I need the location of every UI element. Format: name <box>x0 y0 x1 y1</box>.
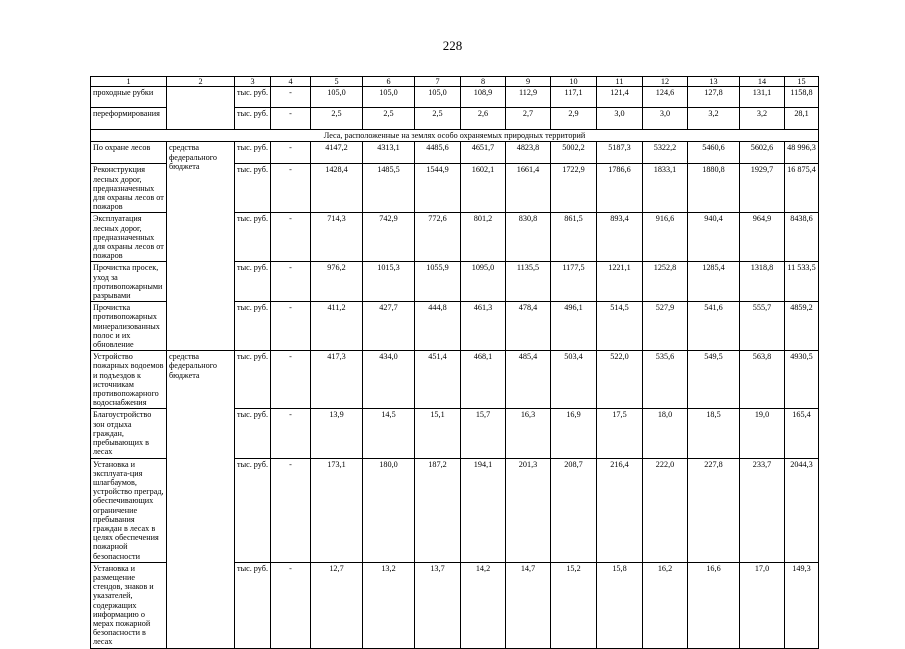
budget-table <box>90 76 819 649</box>
value-cell: 830,8 <box>506 213 551 262</box>
value-cell: 549,5 <box>688 351 740 409</box>
value-cell: 1252,8 <box>643 262 688 302</box>
value-cell: 4823,8 <box>506 142 551 164</box>
table-row <box>91 351 819 409</box>
row-name: Установка и размещение стендов, знаков и указателей, содержащих информацию о мерах пожарной безопасности в лесах <box>91 562 167 648</box>
row-dash: - <box>271 262 311 302</box>
value-cell: 15,7 <box>461 409 506 458</box>
header-cell: 1 <box>91 77 167 87</box>
value-cell: 742,9 <box>363 213 415 262</box>
value-cell: 48 996,3 <box>785 142 819 164</box>
value-cell: 1015,3 <box>363 262 415 302</box>
value-cell: 1318,8 <box>740 262 785 302</box>
row-unit: тыс. руб. <box>235 262 271 302</box>
section-row <box>91 130 819 142</box>
row-name: Установка и эксплуата-ция шлагбаумов, устройство преград, обеспечивающих ограничение пребывания граждан в лесах в целях обеспечения пожарной безопасности <box>91 458 167 562</box>
value-cell: 2,5 <box>363 108 415 130</box>
value-cell: 3,2 <box>740 108 785 130</box>
row-dash: - <box>271 213 311 262</box>
value-cell: 893,4 <box>597 213 643 262</box>
value-cell: 105,0 <box>415 87 461 108</box>
value-cell: 555,7 <box>740 302 785 351</box>
header-cell: 12 <box>643 77 688 87</box>
value-cell: 222,0 <box>643 458 688 562</box>
table-row <box>91 87 819 108</box>
value-cell: 127,8 <box>688 87 740 108</box>
row-dash: - <box>271 142 311 164</box>
row-dash: - <box>271 409 311 458</box>
value-cell: 976,2 <box>311 262 363 302</box>
value-cell: 201,3 <box>506 458 551 562</box>
header-cell: 5 <box>311 77 363 87</box>
row-name: Благоустройство зон отдыха граждан, пребывающих в лесах <box>91 409 167 458</box>
row-dash: - <box>271 351 311 409</box>
table-body <box>91 77 819 649</box>
value-cell: 16,6 <box>688 562 740 648</box>
value-cell: 18,5 <box>688 409 740 458</box>
value-cell: 5002,2 <box>551 142 597 164</box>
value-cell: 4313,1 <box>363 142 415 164</box>
value-cell: 3,0 <box>597 108 643 130</box>
value-cell: 131,1 <box>740 87 785 108</box>
value-cell: 124,6 <box>643 87 688 108</box>
value-cell: 1485,5 <box>363 164 415 213</box>
row-name: проходные рубки <box>91 87 167 108</box>
value-cell: 2044,3 <box>785 458 819 562</box>
row-unit: тыс. руб. <box>235 108 271 130</box>
value-cell: 149,3 <box>785 562 819 648</box>
value-cell: 444,8 <box>415 302 461 351</box>
value-cell: 194,1 <box>461 458 506 562</box>
value-cell: 13,2 <box>363 562 415 648</box>
value-cell: 5322,2 <box>643 142 688 164</box>
value-cell: 112,9 <box>506 87 551 108</box>
section-title: Леса, расположенные на землях особо охраняемых природных территорий <box>91 130 819 142</box>
row-name: Эксплуатация лесных дорог, предназначенных для охраны лесов от пожаров <box>91 213 167 262</box>
value-cell: 16,3 <box>506 409 551 458</box>
value-cell: 417,3 <box>311 351 363 409</box>
value-cell: 13,9 <box>311 409 363 458</box>
value-cell: 216,4 <box>597 458 643 562</box>
value-cell: 485,4 <box>506 351 551 409</box>
row-dash: - <box>271 302 311 351</box>
row-unit: тыс. руб. <box>235 213 271 262</box>
value-cell: 964,9 <box>740 213 785 262</box>
value-cell: 2,9 <box>551 108 597 130</box>
value-cell: 496,1 <box>551 302 597 351</box>
value-cell: 541,6 <box>688 302 740 351</box>
value-cell: 19,0 <box>740 409 785 458</box>
value-cell: 503,4 <box>551 351 597 409</box>
value-cell: 28,1 <box>785 108 819 130</box>
value-cell: 527,9 <box>643 302 688 351</box>
value-cell: 17,5 <box>597 409 643 458</box>
value-cell: 514,5 <box>597 302 643 351</box>
value-cell: 411,2 <box>311 302 363 351</box>
value-cell: 117,1 <box>551 87 597 108</box>
row-unit: тыс. руб. <box>235 409 271 458</box>
row-dash: - <box>271 87 311 108</box>
page-number: 228 <box>442 38 463 53</box>
value-cell: 4147,2 <box>311 142 363 164</box>
value-cell: 3,2 <box>688 108 740 130</box>
value-cell: 16 875,4 <box>785 164 819 213</box>
row-name: Прочистка просек, уход за противопожарными разрывами <box>91 262 167 302</box>
value-cell: 1602,1 <box>461 164 506 213</box>
value-cell: 1095,0 <box>461 262 506 302</box>
value-cell: 180,0 <box>363 458 415 562</box>
value-cell: 1135,5 <box>506 262 551 302</box>
header-cell: 6 <box>363 77 415 87</box>
value-cell: 121,4 <box>597 87 643 108</box>
header-cell: 2 <box>167 77 235 87</box>
row-name: Реконструкция лесных дорог, предназначенных для охраны лесов от пожаров <box>91 164 167 213</box>
header-cell: 15 <box>785 77 819 87</box>
value-cell: 18,0 <box>643 409 688 458</box>
header-cell: 13 <box>688 77 740 87</box>
value-cell: 13,7 <box>415 562 461 648</box>
row-dash: - <box>271 108 311 130</box>
value-cell: 227,8 <box>688 458 740 562</box>
value-cell: 165,4 <box>785 409 819 458</box>
row-name: переформирования <box>91 108 167 130</box>
value-cell: 451,4 <box>415 351 461 409</box>
row-unit: тыс. руб. <box>235 164 271 213</box>
value-cell: 233,7 <box>740 458 785 562</box>
value-cell: 916,6 <box>643 213 688 262</box>
source-cell-top <box>167 87 235 130</box>
value-cell: 2,6 <box>461 108 506 130</box>
header-row <box>91 77 819 87</box>
header-cell: 10 <box>551 77 597 87</box>
value-cell: 522,0 <box>597 351 643 409</box>
value-cell: 15,8 <box>597 562 643 648</box>
header-cell: 3 <box>235 77 271 87</box>
value-cell: 434,0 <box>363 351 415 409</box>
value-cell: 108,9 <box>461 87 506 108</box>
budget-source: средства федерального бюджета <box>167 142 235 351</box>
value-cell: 1929,7 <box>740 164 785 213</box>
value-cell: 105,0 <box>311 87 363 108</box>
value-cell: 15,2 <box>551 562 597 648</box>
value-cell: 478,4 <box>506 302 551 351</box>
row-dash: - <box>271 164 311 213</box>
value-cell: 1661,4 <box>506 164 551 213</box>
header-cell: 9 <box>506 77 551 87</box>
row-unit: тыс. руб. <box>235 562 271 648</box>
row-unit: тыс. руб. <box>235 458 271 562</box>
value-cell: 1158,8 <box>785 87 819 108</box>
table-row <box>91 142 819 164</box>
header-cell: 4 <box>271 77 311 87</box>
row-dash: - <box>271 458 311 562</box>
row-dash: - <box>271 562 311 648</box>
row-name: Прочистка противопожарных минерализованных полос и их обновление <box>91 302 167 351</box>
value-cell: 1833,1 <box>643 164 688 213</box>
value-cell: 5602,6 <box>740 142 785 164</box>
value-cell: 4485,6 <box>415 142 461 164</box>
header-cell: 8 <box>461 77 506 87</box>
value-cell: 5460,6 <box>688 142 740 164</box>
value-cell: 1722,9 <box>551 164 597 213</box>
value-cell: 1221,1 <box>597 262 643 302</box>
value-cell: 535,6 <box>643 351 688 409</box>
value-cell: 14,5 <box>363 409 415 458</box>
row-unit: тыс. руб. <box>235 351 271 409</box>
budget-source: средства федерального бюджета <box>167 351 235 648</box>
value-cell: 8438,6 <box>785 213 819 262</box>
value-cell: 772,6 <box>415 213 461 262</box>
value-cell: 714,3 <box>311 213 363 262</box>
value-cell: 1786,6 <box>597 164 643 213</box>
row-unit: тыс. руб. <box>235 302 271 351</box>
value-cell: 2,5 <box>415 108 461 130</box>
row-name: Устройство пожарных водоемов и подъездов к источникам противопожарного водоснабжения <box>91 351 167 409</box>
value-cell: 1428,4 <box>311 164 363 213</box>
value-cell: 187,2 <box>415 458 461 562</box>
value-cell: 2,7 <box>506 108 551 130</box>
row-name: По охране лесов <box>91 142 167 164</box>
value-cell: 801,2 <box>461 213 506 262</box>
value-cell: 4859,2 <box>785 302 819 351</box>
value-cell: 17,0 <box>740 562 785 648</box>
value-cell: 2,5 <box>311 108 363 130</box>
value-cell: 16,9 <box>551 409 597 458</box>
value-cell: 3,0 <box>643 108 688 130</box>
value-cell: 14,2 <box>461 562 506 648</box>
value-cell: 1177,5 <box>551 262 597 302</box>
header-cell: 14 <box>740 77 785 87</box>
value-cell: 208,7 <box>551 458 597 562</box>
value-cell: 861,5 <box>551 213 597 262</box>
value-cell: 15,1 <box>415 409 461 458</box>
row-unit: тыс. руб. <box>235 87 271 108</box>
row-unit: тыс. руб. <box>235 142 271 164</box>
value-cell: 1880,8 <box>688 164 740 213</box>
value-cell: 1285,4 <box>688 262 740 302</box>
value-cell: 468,1 <box>461 351 506 409</box>
value-cell: 4651,7 <box>461 142 506 164</box>
value-cell: 427,7 <box>363 302 415 351</box>
header-cell: 7 <box>415 77 461 87</box>
value-cell: 14,7 <box>506 562 551 648</box>
value-cell: 1544,9 <box>415 164 461 213</box>
value-cell: 563,8 <box>740 351 785 409</box>
value-cell: 461,3 <box>461 302 506 351</box>
value-cell: 4930,5 <box>785 351 819 409</box>
value-cell: 173,1 <box>311 458 363 562</box>
value-cell: 12,7 <box>311 562 363 648</box>
value-cell: 16,2 <box>643 562 688 648</box>
header-cell: 11 <box>597 77 643 87</box>
value-cell: 11 533,5 <box>785 262 819 302</box>
value-cell: 5187,3 <box>597 142 643 164</box>
value-cell: 1055,9 <box>415 262 461 302</box>
value-cell: 940,4 <box>688 213 740 262</box>
value-cell: 105,0 <box>363 87 415 108</box>
